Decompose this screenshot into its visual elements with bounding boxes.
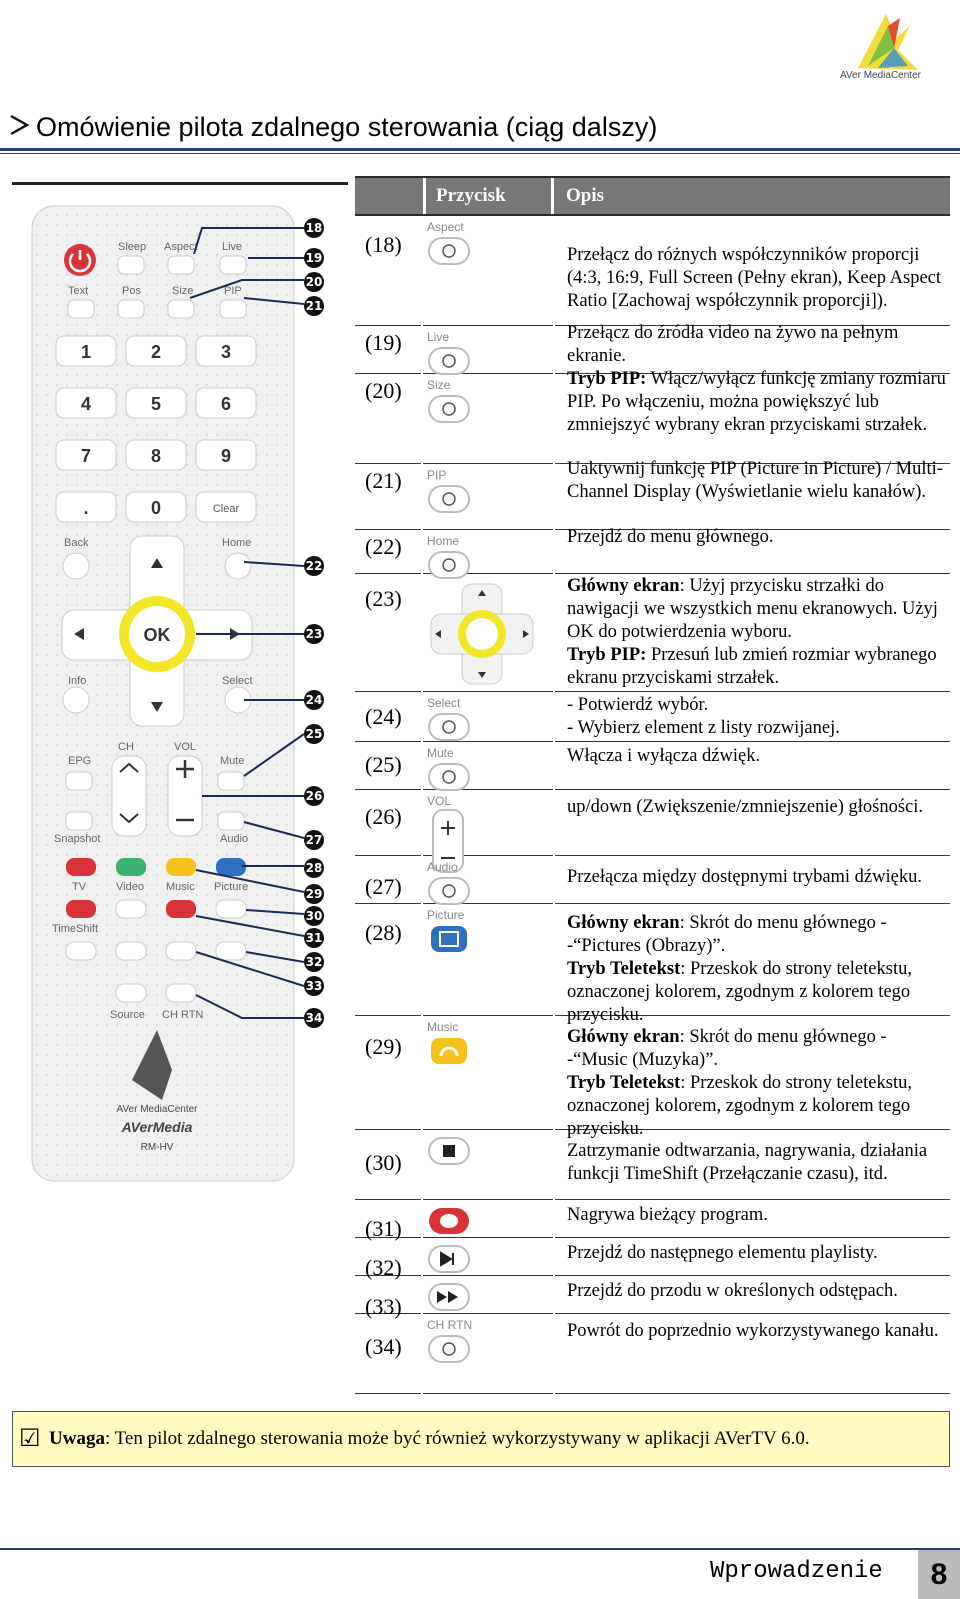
epg-label: EPG — [68, 755, 92, 767]
note-box — [12, 1411, 950, 1467]
description-text: : Użyj przycisku strzałki do nawigacji we wszystkich menu ekranowych. Użyj OK do potwierdzenia wyboru. — [567, 576, 938, 642]
mute-label: Mute — [220, 755, 245, 767]
table-row — [355, 1130, 950, 1200]
remote-model: RM-HV — [140, 1142, 174, 1153]
remote-brand-1: AVer MediaCenter — [116, 1104, 198, 1115]
key-8: 8 — [150, 446, 162, 466]
callout-22: 22 — [305, 559, 323, 573]
description-text: : Przeskok do strony teletekstu, oznaczonej kolorem, zgodnym z kolorem tego przycisku. — [567, 959, 912, 1025]
source-label: Source — [110, 1009, 145, 1021]
callout-24: 24 — [305, 693, 323, 707]
table-row — [355, 1276, 950, 1319]
description-text: Przełącza między dostępnymi trybami dźwięku. — [567, 867, 922, 887]
row-number: (20) — [365, 378, 402, 403]
description-line: - Wybierz element z listy rozwijanej. — [567, 718, 840, 738]
table-row — [355, 1016, 950, 1139]
vol-label: VOL — [174, 741, 197, 753]
description-text: Włącza i wyłącza dźwięk. — [567, 746, 761, 766]
row-number: (23) — [365, 586, 402, 611]
description-text: Uaktywnij funkcję PIP (Picture in Picture) / Multi-Channel Display (Wyświetlanie wielu kanałów). — [567, 459, 943, 502]
footer-section: Wprowadzenie — [710, 1558, 883, 1585]
note-body: : Ten pilot zdalnego sterowania może być również wykorzystywany w aplikacji AVerTV 6.0. — [104, 1428, 810, 1449]
callout-28: 28 — [305, 861, 323, 875]
row-description — [567, 526, 947, 549]
callout-23: 23 — [305, 627, 323, 641]
description-paragraph — [567, 796, 947, 819]
description-text: Zatrzymanie odtwarzania, nagrywania, działania funkcji TimeShift (Przełączanie czasu), itd. — [567, 1141, 928, 1184]
row-icon-label: PIP — [427, 468, 447, 482]
callout-markers — [304, 218, 324, 1028]
row-number: (32) — [365, 1255, 402, 1280]
row-number: (27) — [365, 874, 402, 899]
key-3: 3 — [220, 342, 232, 362]
ch-label: CH — [118, 741, 134, 753]
description-paragraph — [567, 1320, 947, 1343]
row-number: (28) — [365, 920, 402, 945]
table-row — [355, 369, 950, 464]
callout-30: 30 — [305, 909, 323, 923]
key-6: 6 — [220, 394, 232, 414]
row-icon-label: Mute — [427, 746, 454, 760]
description-bold: Główny ekran — [567, 1027, 680, 1047]
home-label: Home — [222, 537, 252, 549]
description-paragraph — [567, 1026, 947, 1072]
description-paragraph — [567, 526, 947, 549]
row-description — [567, 244, 947, 313]
key-dot: . — [83, 498, 89, 518]
header-number-cell — [355, 178, 423, 214]
callout-27: 27 — [305, 833, 323, 847]
chevron-right-icon — [8, 112, 32, 143]
timeshift-label: TimeShift — [52, 923, 99, 935]
row-icon-label: Select — [427, 696, 461, 710]
row-description — [567, 912, 947, 1027]
description-text: : Skrót do menu głównego --“Pictures (Obrazy)”. — [567, 913, 887, 956]
description-bold: Główny ekran — [567, 913, 680, 933]
row-button-icon — [427, 220, 547, 273]
description-line: - Potwierdź wybór. — [567, 695, 709, 715]
row-button-icon — [427, 1020, 547, 1073]
callout-18: 18 — [305, 221, 323, 235]
music-label: Music — [166, 881, 195, 893]
callout-25: 25 — [305, 727, 323, 741]
row-description — [567, 1204, 947, 1227]
row-icon-label: CH RTN — [427, 1318, 473, 1332]
description-text: Przejdź do następnego elementu playlisty. — [567, 1243, 878, 1263]
table-row — [355, 1238, 950, 1280]
row-description — [567, 1026, 947, 1141]
row-description — [567, 796, 947, 819]
row-number: (22) — [365, 534, 402, 559]
table-row — [355, 692, 950, 742]
description-text: Przejdź do menu głównego. — [567, 527, 774, 547]
row-number: (33) — [365, 1294, 402, 1319]
row-description — [567, 322, 947, 368]
note-text — [49, 1428, 810, 1450]
key-5: 5 — [150, 394, 162, 414]
key-7: 7 — [80, 446, 92, 466]
key-4: 4 — [80, 394, 92, 414]
table-row — [355, 742, 950, 790]
key-2: 2 — [150, 342, 162, 362]
table-row — [355, 904, 950, 1025]
description-text: Włącz/wyłącz funkcję zmiany rozmiaru PIP. Po włączeniu, można powiększyć lub zmniejszyć wybrany ekran przyciskami strzałek. — [567, 369, 946, 435]
live-label: Live — [222, 241, 243, 253]
row-button-icon — [427, 1134, 547, 1173]
logo-text: AVer MediaCenter — [840, 70, 921, 81]
table-header — [355, 176, 950, 216]
description-paragraph — [567, 1140, 947, 1186]
back-label: Back — [64, 537, 89, 549]
description-text: Przełącz do źródła video na żywo na pełnym ekranie. — [567, 323, 899, 366]
row-number: (26) — [365, 804, 402, 829]
table-row — [355, 790, 950, 856]
column-separator — [421, 216, 423, 1394]
page-number: 8 — [918, 1550, 960, 1599]
description-text: Powrót do poprzednio wykorzystywanego kanału. — [567, 1321, 939, 1341]
description-text: Nagrywa bieżący program. — [567, 1205, 768, 1225]
info-label: Info — [68, 675, 87, 687]
column-separator — [553, 216, 555, 1394]
key-1: 1 — [80, 342, 92, 362]
row-number: (19) — [365, 330, 402, 355]
ok-key: OK — [143, 625, 171, 645]
remote-control-illustration — [12, 200, 342, 1205]
description-text: Przejdź do przodu w określonych odstępach. — [567, 1281, 898, 1301]
key-9: 9 — [220, 446, 232, 466]
table-row — [355, 1314, 950, 1394]
callout-20: 20 — [305, 275, 323, 289]
callout-31: 31 — [305, 931, 323, 945]
size-label: Size — [172, 285, 194, 297]
header-button: Przycisk — [423, 178, 553, 214]
callout-26: 26 — [305, 789, 323, 803]
row-number: (18) — [365, 232, 402, 257]
row-icon-label: Size — [427, 378, 451, 392]
row-number: (34) — [365, 1334, 402, 1359]
row-description — [567, 368, 947, 437]
table-row — [355, 323, 950, 374]
select-label: Select — [222, 675, 253, 687]
title-rule — [0, 148, 960, 151]
table-row — [355, 1200, 950, 1241]
title-rule-thin — [0, 153, 960, 154]
row-number: (29) — [365, 1034, 402, 1059]
row-button-icon — [427, 378, 547, 431]
description-text: : Przeskok do strony teletekstu, oznaczonej kolorem, zgodnym z kolorem tego przycisku. — [567, 1073, 912, 1139]
description-text: : Skrót do menu głównego --“Music (Muzyka)”. — [567, 1027, 887, 1070]
row-button-icon — [427, 1318, 547, 1371]
snapshot-label: Snapshot — [54, 833, 101, 845]
description-paragraph — [567, 322, 947, 368]
tv-label: TV — [72, 881, 87, 893]
description-text: Przesuń lub zmień rozmiar wybranego ekranu przyciskami strzałek. — [567, 645, 937, 688]
checkbox-checked-icon: ☑ — [19, 1424, 41, 1452]
row-icon-label: Audio — [427, 860, 458, 874]
row-description — [567, 1320, 947, 1343]
key-clear: Clear — [212, 503, 240, 515]
callout-32: 32 — [305, 955, 323, 969]
row-description — [567, 1242, 947, 1265]
row-description — [567, 745, 947, 768]
audio-label: Audio — [220, 833, 249, 845]
row-description — [567, 1140, 947, 1186]
row-button-icon — [427, 908, 547, 961]
page-title-text: Omówienie pilota zdalnego sterowania (ciąg dalszy) — [36, 112, 658, 142]
row-icon-label: Aspect — [427, 220, 464, 234]
row-description — [567, 694, 947, 740]
description-paragraph — [567, 458, 947, 504]
row-number: (30) — [365, 1150, 402, 1175]
row-description — [567, 866, 947, 889]
description-bold: Tryb PIP: — [567, 369, 647, 389]
description-paragraph — [567, 1242, 947, 1265]
callout-19: 19 — [305, 251, 323, 265]
description-paragraph — [567, 1204, 947, 1227]
row-number: (21) — [365, 468, 402, 493]
description-paragraph — [567, 575, 947, 644]
description-text: up/down (Zwiększenie/zmniejszenie) głośności. — [567, 797, 924, 817]
row-icon-label: Music — [427, 1020, 459, 1034]
row-description — [567, 575, 947, 690]
row-icon-label: Home — [427, 534, 460, 548]
description-paragraph — [567, 1280, 947, 1303]
text-label: Text — [68, 285, 89, 297]
header-description: Opis — [551, 178, 950, 214]
callout-29: 29 — [305, 887, 323, 901]
table-row — [355, 856, 950, 904]
callout-21: 21 — [305, 299, 323, 313]
description-paragraph — [567, 244, 947, 313]
description-bold: Tryb Teletekst — [567, 1073, 681, 1093]
table-row — [355, 216, 950, 326]
row-description — [567, 458, 947, 504]
table-row — [355, 527, 950, 574]
row-number: (24) — [365, 704, 402, 729]
row-icon-label: Picture — [427, 908, 465, 922]
description-bold: Tryb Teletekst — [567, 959, 681, 979]
footer-rule — [0, 1548, 960, 1550]
picture-label: Picture — [214, 881, 249, 893]
description-paragraph — [567, 644, 947, 690]
key-0: 0 — [150, 498, 162, 518]
aspect-label: Aspect — [164, 241, 198, 253]
pos-label: Pos — [122, 285, 141, 297]
description-bold: Tryb PIP: — [567, 645, 647, 665]
note-bold: Uwaga — [49, 1428, 105, 1449]
row-description — [567, 1280, 947, 1303]
table-row — [355, 574, 950, 692]
callout-34: 34 — [305, 1011, 323, 1025]
row-icon-label: Live — [427, 330, 450, 344]
row-button-icon — [427, 578, 547, 695]
row-number: (25) — [365, 752, 402, 777]
description-paragraph — [567, 866, 947, 889]
description-paragraph — [567, 912, 947, 958]
chrtn-label: CH RTN — [162, 1009, 204, 1021]
description-text: Przełącz do różnych współczynników proporcji (4:3, 16:9, Full Screen (Pełny ekran), Keep Aspect Ratio [Zachowaj współczynnik proporcji]). — [567, 245, 942, 311]
pip-label: PIP — [224, 285, 242, 297]
row-number: (31) — [365, 1216, 402, 1241]
description-paragraph — [567, 368, 947, 437]
description-paragraph — [567, 745, 947, 768]
page-title — [8, 112, 657, 143]
row-icon-label: VOL — [427, 794, 452, 808]
description-bold: Główny ekran — [567, 576, 680, 596]
remote-brand-2: AVerMedia — [121, 1119, 193, 1135]
sleep-label: Sleep — [118, 241, 147, 253]
video-label: Video — [116, 881, 144, 893]
row-button-icon — [427, 468, 547, 521]
callout-33: 33 — [305, 979, 323, 993]
table-row — [355, 459, 950, 530]
